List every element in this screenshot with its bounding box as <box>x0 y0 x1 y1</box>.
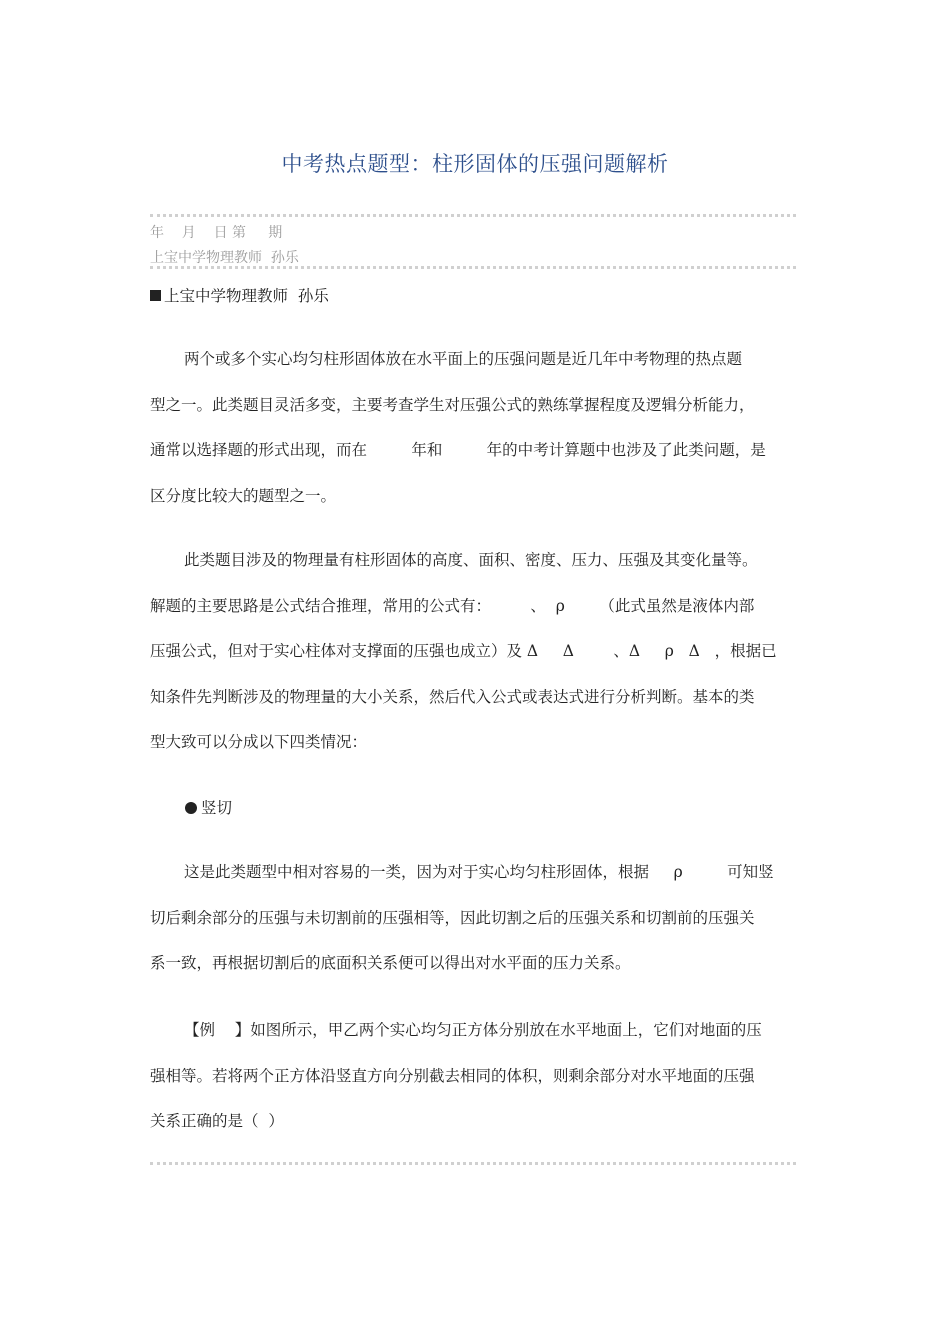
paragraph-line: 通常以选择题的形式出现，而在 年和 年的中考计算题中也涉及了此类问题，是 <box>150 441 766 459</box>
meta-author: 上宝中学物理教师 孙乐 <box>150 250 299 266</box>
meta-date: 年 月 日 第 期 <box>150 225 283 241</box>
paragraph-line: 强相等。若将两个正方体沿竖直方向分别截去相同的体积，则剩余部分对水平地面的压强 <box>150 1066 755 1085</box>
paragraph-line: 此类题目涉及的物理量有柱形固体的高度、面积、密度、压力、压强及其变化量等。 <box>184 551 758 569</box>
author-text: 上宝中学物理教师 孙乐 <box>164 287 329 305</box>
bullet-dot-icon <box>185 802 197 814</box>
paragraph-formulas <box>150 538 800 766</box>
paragraph-line: 压强公式，但对于实心柱体对支撑面的压强也成立）及 Δ Δ 、Δ ρ Δ ，根据已 <box>150 642 777 660</box>
section-heading-label: 竖切 <box>201 799 233 817</box>
divider-bottom <box>150 1162 796 1165</box>
paragraph-example <box>150 1008 800 1145</box>
paragraph-line: 区分度比较大的题型之一。 <box>150 486 337 505</box>
paragraph-line: 知条件先判断涉及的物理量的大小关系，然后代入公式或表达式进行分析判断。基本的类 <box>150 687 755 706</box>
paragraph-line: 型大致可以分成以下四类情况： <box>150 733 368 751</box>
square-bullet-icon <box>150 290 161 301</box>
author-line <box>150 284 329 306</box>
divider-top <box>150 214 796 217</box>
paragraph-line: 型之一。此类题目灵活多变，主要考查学生对压强公式的熟练掌握程度及逻辑分析能力， <box>150 395 755 414</box>
paragraph-line: 系一致，再根据切割后的底面积关系便可以得出对水平面的压力关系。 <box>150 954 631 972</box>
paragraph-line: 【例 】如图所示，甲乙两个实心均匀正方体分别放在水平地面上，它们对地面的压 <box>184 1021 762 1039</box>
section-heading-vertical-cut <box>185 796 232 818</box>
paragraph-line: 解题的主要思路是公式结合推理，常用的公式有： 、 ρ （此式虽然是液体内部 <box>150 596 755 615</box>
paragraph-line: 关系正确的是（ ） <box>150 1112 284 1130</box>
divider-meta <box>150 266 796 269</box>
paragraph-line: 切后剩余部分的压强与未切割前的压强相等，因此切割之后的压强关系和切割前的压强关 <box>150 908 755 927</box>
paragraph-line: 这是此类题型中相对容易的一类，因为对于实心均匀柱形固体，根据 ρ 可知竖 <box>184 863 774 881</box>
page-title: 中考热点题型：柱形固体的压强问题解析 <box>281 152 669 176</box>
paragraph-line: 两个或多个实心均匀柱形固体放在水平面上的压强问题是近几年中考物理的热点题 <box>184 350 743 368</box>
paragraph-vertical-cut <box>150 850 800 987</box>
paragraph-intro <box>150 337 800 519</box>
